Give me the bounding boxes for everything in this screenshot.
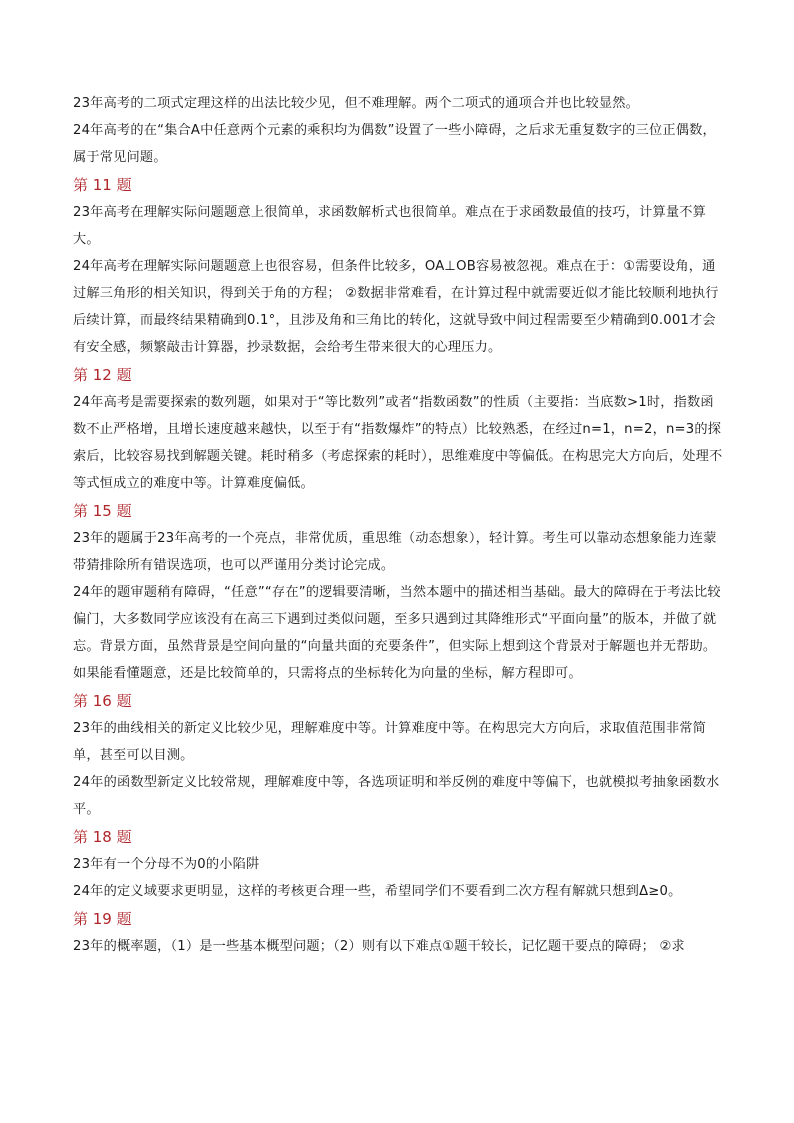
paragraph: 23年的概率题，（1）是一些基本概型问题；（2）则有以下难点①题干较长，记忆题干要点的障碍； ②求 <box>73 939 685 954</box>
section-heading: 第 12 题 <box>73 366 132 384</box>
paragraph: 24年的函数型新定义比较常规，理解难度中等，各选项证明和举反例的难度中等偏下，也就模拟考抽象函数水平。 <box>73 775 720 817</box>
paragraph: 24年高考是需要探索的数列题，如果对于“等比数列”或者“指数函数”的性质（主要指：当底数>1时，指数函数不止严格增，且增长速度越来越快，以至于有“指数爆炸”的特点）比较熟悉，在经过n=1，n=2，n=3的探索后，比较容易找到解题关键。耗时稍多（考虑探索的耗时），思维难度中等偏低。在构思完大方向后，处理不等式恒成立的难度中等。计算难度偏低。 <box>73 395 723 491</box>
paragraph: 23年有一个分母不为0的小陷阱 <box>73 857 260 872</box>
section-heading: 第 11 题 <box>73 176 132 194</box>
document-body <box>73 90 723 960</box>
section-heading: 第 18 题 <box>73 828 132 846</box>
section-heading: 第 16 题 <box>73 692 132 710</box>
section-heading: 第 19 题 <box>73 910 132 928</box>
paragraph: 24年高考在理解实际问题题意上也很容易，但条件比较多，OA⊥OB容易被忽视。难点在于：①需要设角，通过解三角形的相关知识，得到关于角的方程； ②数据非常难看，在计算过程中就需要近似才能比较顺利地执行后续计算，而最终结果精确到0.1°，且涉及角和三角比的转化，这就导致中间过程需要至少精确到0.001才会有安全感，频繁敲击计算器，抄录数据，会给考生带来很大的心理压力。 <box>73 259 719 355</box>
paragraph: 24年的定义域要求更明显，这样的考核更合理一些，希望同学们不要看到二次方程有解就只想到Δ≥0。 <box>73 884 682 899</box>
paragraph: 23年的曲线相关的新定义比较少见，理解难度中等。计算难度中等。在构思完大方向后，求取值范围非常简单，甚至可以目测。 <box>73 721 707 763</box>
paragraph: 23年的题属于23年高考的一个亮点，非常优质，重思维（动态想象），轻计算。考生可以靠动态想象能力连蒙带猜排除所有错误选项，也可以严谨用分类讨论完成。 <box>73 531 717 573</box>
paragraph: 23年高考在理解实际问题题意上很简单，求函数解析式也很简单。难点在于求函数最值的技巧，计算量不算大。 <box>73 205 707 247</box>
paragraph: 24年高考的在“集合A中任意两个元素的乘积均为偶数”设置了一些小障碍，之后求无重复数字的三位正偶数，属于常见问题。 <box>73 123 716 165</box>
paragraph: 23年高考的二项式定理这样的出法比较少见，但不难理解。两个二项式的通项合并也比较显然。 <box>73 96 640 111</box>
section-heading: 第 15 题 <box>73 502 132 520</box>
paragraph: 24年的题审题稍有障碍，“任意”“存在”的逻辑要清晰，当然本题中的描述相当基础。最大的障碍在于考法比较偏门，大多数同学应该没有在高三下遇到过类似问题，至多只遇到过其降维形式“平面向量”的版本，并做了就忘。背景方面，虽然背景是空间向量的“向量共面的充要条件”，但实际上想到这个背景对于解题也并无帮助。如果能看懂题意，还是比较简单的，只需将点的坐标转化为向量的坐标，解方程即可。 <box>73 585 721 681</box>
